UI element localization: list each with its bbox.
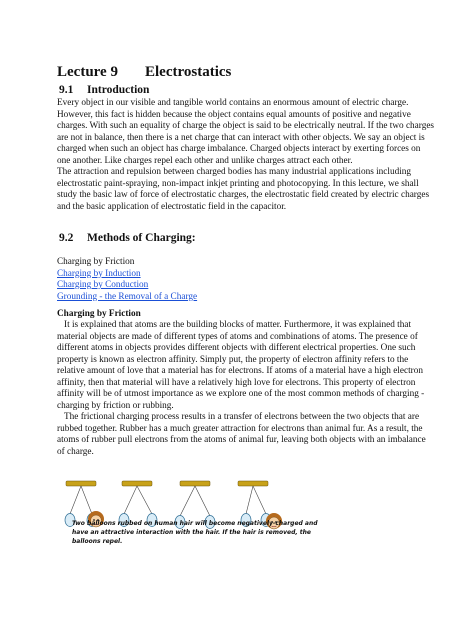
ceiling-hooks [66, 481, 268, 486]
paragraph: The frictional charging process results in a transfer of electrons between the two objects that are rubbed together. Rubber has a much greater attraction for electrons than animal fur. As a result, the atoms of rubber pull electrons from the atoms of animal fur, leaving both objects with an imbalance of charge. [57, 412, 426, 457]
methods-list [57, 257, 435, 303]
figure-caption: Two balloons rubbed on human hair will become negatively-charged and have an attractive interaction with the hair. If the hair is removed, the balloons repel. [72, 520, 318, 545]
link-charging-by-conduction[interactable]: Charging by Conduction [57, 280, 149, 290]
paragraph: It is explained that atoms are the building blocks of matter. Furthermore, it was explained that material objects are made of different types of atoms and combinations of atoms. The presence of different atoms in objects provides different objects with different electrical properties. One such property is known as electron affinity. Simply put, the property of electron affinity refers to the relative amount of love that a material has for electrons. If atoms of a material have a high electron affinity, then that material will have a relatively high love for electrons. This property of electron affinity will be of utmost importance as we explore one of the most common methods of charging - charging by friction or rubbing. [57, 320, 425, 411]
lecture-topic: Electrostatics [145, 64, 232, 80]
lecture-title [57, 64, 435, 81]
lecture-number: Lecture 9 [57, 64, 118, 80]
section-title: Methods of Charging: [87, 232, 196, 244]
paragraph: Every object in our visible and tangible world contains an enormous amount of electric charge. However, this fact is hidden because the object contains equal amounts of positive and negative charges. With such an equality of charge the object is said to be electrically neutral. If the two charges are not in balance, then there is a net charge that can interact with other objects. We say an object is charged when such an object has charge imbalance. Charged objects interact by exerting forces on one another. Like charges repel each other and unlike charges attract each other. [57, 98, 435, 166]
section-heading-introduction [57, 84, 435, 96]
friction-text [57, 320, 435, 458]
section-number: 9.2 [59, 232, 74, 244]
section-title: Introduction [87, 84, 150, 96]
paragraph: The attraction and repulsion between charged bodies has many industrial applications including electrostatic paint-spraying, non-impact inkjet printing and photocopying. In this lecture, we shall study the basic law of force of electrostatic charges, the electrostatic field created by electric charges and the basic application of electrostatic field in the capacitor. [57, 167, 430, 212]
link-grounding[interactable]: Grounding - the Removal of a Charge [57, 291, 198, 302]
link-charging-by-induction[interactable]: Charging by Induction [57, 268, 141, 279]
list-item-friction: Charging by Friction [57, 257, 135, 267]
subheading-charging-by-friction: Charging by Friction [57, 309, 141, 319]
introduction-text [57, 98, 435, 213]
section-heading-methods [57, 232, 435, 244]
section-number: 9.1 [59, 84, 74, 96]
